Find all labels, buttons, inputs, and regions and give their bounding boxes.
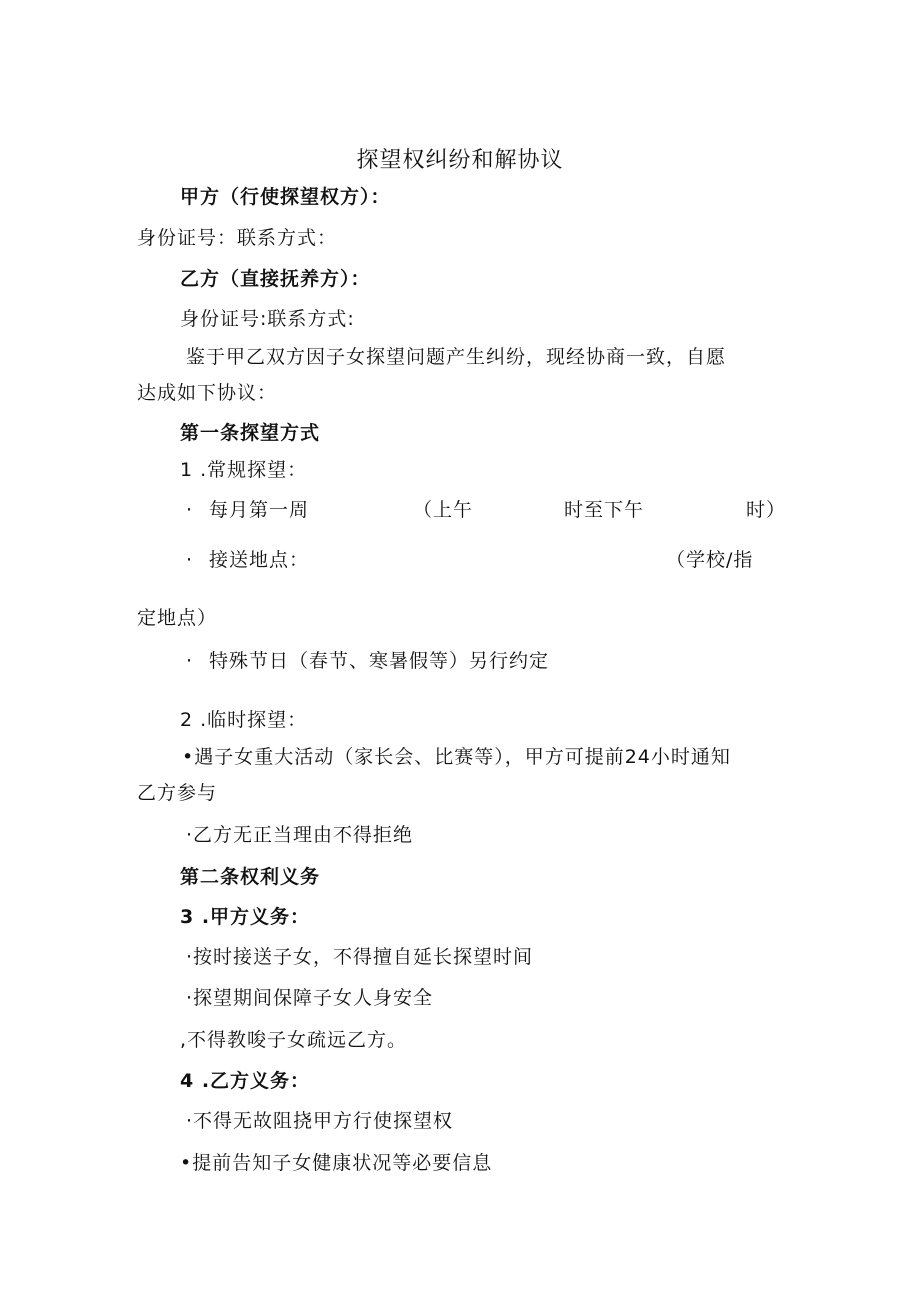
document-title: 探望权纠纷和解协议 bbox=[356, 148, 564, 173]
article-1-heading: 第一条探望方式 bbox=[180, 422, 321, 444]
item-4-heading: 4 .乙方义务： bbox=[180, 1070, 311, 1092]
party-a-duty-3: ,不得教唆子女疏远乙方。 bbox=[180, 1029, 408, 1051]
no-refusal-line: ·乙方无正当理由不得拒绝 bbox=[186, 824, 414, 846]
event-line-1: •遇子女重大活动（家长会、比赛等），甲方可提前24小时通知 bbox=[182, 746, 731, 768]
holiday-text: 特殊节日（春节、寒暑假等）另行约定 bbox=[209, 650, 550, 672]
item-1-heading: 1 .常规探望： bbox=[180, 459, 308, 481]
schedule-bullet: · bbox=[186, 499, 194, 521]
article-2-heading: 第二条权利义务 bbox=[180, 866, 321, 888]
party-a-duty-2: ·探望期间保障子女人身安全 bbox=[186, 987, 434, 1009]
item-3-heading: 3 .甲方义务： bbox=[180, 906, 311, 928]
party-a-label: 甲方（行使探望权方）： bbox=[180, 186, 391, 208]
party-b-duty-2: •提前告知子女健康状况等必要信息 bbox=[180, 1152, 493, 1174]
party-b-label: 乙方（直接抚养方）： bbox=[180, 268, 371, 290]
preamble-line-2: 达成如下协议： bbox=[137, 382, 278, 404]
schedule-end: 时） bbox=[746, 499, 787, 521]
item-2-heading: 2 .临时探望： bbox=[180, 709, 308, 731]
party-a-duty-1: ·按时接送子女，不得擅自延长探望时间 bbox=[186, 946, 534, 968]
holiday-bullet: · bbox=[186, 650, 194, 672]
party-a-id-contact: 身份证号：联系方式： bbox=[137, 227, 338, 249]
party-b-duty-1: ·不得无故阻挠甲方行使探望权 bbox=[186, 1110, 454, 1132]
pickup-option-b: 定地点） bbox=[137, 607, 218, 629]
pickup-bullet: · bbox=[186, 549, 194, 571]
pickup-label: 接送地点： bbox=[209, 549, 310, 571]
party-b-id-contact: 身份证号:联系方式: bbox=[180, 308, 355, 330]
schedule-to-pm: 时至下午 bbox=[564, 499, 645, 521]
pickup-option-a: （学校/指 bbox=[666, 549, 754, 571]
event-line-2: 乙方参与 bbox=[137, 782, 218, 804]
preamble-line-1: 鉴于甲乙双方因子女探望问题产生纠纷，现经协商一致，自愿 bbox=[186, 346, 727, 368]
schedule-am: （上午 bbox=[413, 499, 474, 521]
schedule-text: 每月第一周 bbox=[209, 499, 310, 521]
